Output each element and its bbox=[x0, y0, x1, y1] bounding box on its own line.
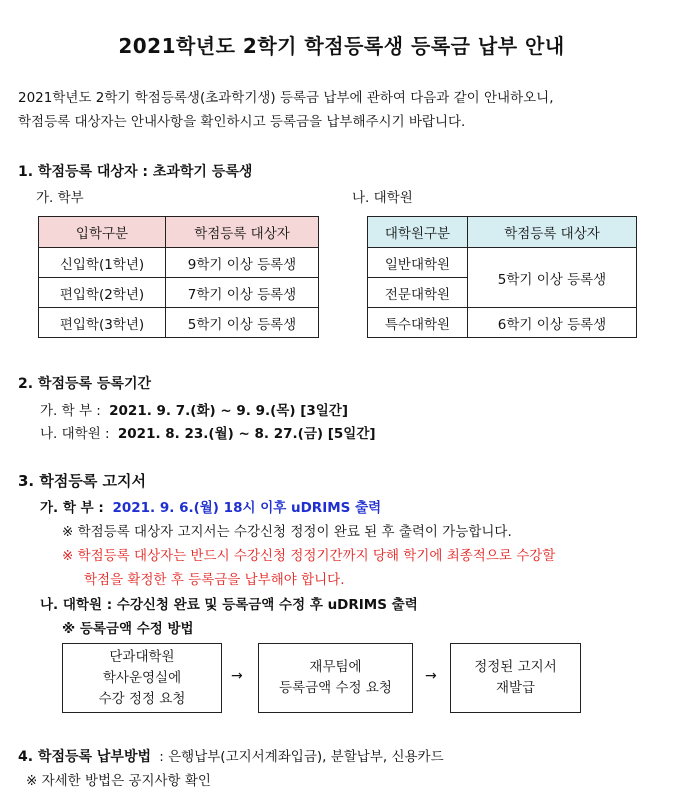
notice-note-2-line-2: 학점을 확정한 후 등록금을 납부해야 합니다. bbox=[84, 572, 345, 588]
intro-paragraph bbox=[18, 86, 668, 134]
grad-label: 나. 대학원 bbox=[352, 190, 413, 206]
flow-step-3-box bbox=[450, 643, 581, 713]
table-row bbox=[39, 308, 319, 338]
grad-target-table bbox=[367, 216, 637, 338]
cell-merged-target: 5학기 이상 등록생 bbox=[468, 248, 637, 308]
flow-step-2-line-1: 재무팀에 bbox=[309, 659, 362, 675]
cell-type: 전문대학원 bbox=[368, 278, 468, 308]
section1-heading: 1. 학점등록 대상자 : 초과학기 등록생 bbox=[18, 164, 253, 180]
cell-type: 편입학(2학년) bbox=[39, 278, 166, 308]
page-title: 2021학년도 2학기 학점등록생 등록금 납부 안내 bbox=[118, 34, 565, 58]
period-grad-row bbox=[40, 422, 376, 442]
notice-grad-line: 나. 대학원 : 수강신청 완료 및 등록금액 수정 후 uDRIMS 출력 bbox=[40, 597, 418, 613]
flow-step-1-line-1: 단과대학원 bbox=[109, 648, 175, 665]
period-grad-value: 2021. 8. 23.(월) ~ 8. 27.(금) [5일간] bbox=[117, 426, 376, 442]
header-admission-type: 입학구분 bbox=[39, 217, 166, 248]
flow-step-1-line-2: 학사운영실에 bbox=[102, 669, 182, 686]
flow-step-3-line-2: 재발급 bbox=[495, 680, 536, 696]
flow-step-3-line-1: 정정된 고지서 bbox=[474, 659, 557, 675]
period-grad-label: 나. 대학원 : bbox=[40, 426, 110, 442]
cell-target: 9학기 이상 등록생 bbox=[166, 248, 319, 278]
flow-arrow-2: → bbox=[425, 668, 437, 684]
amount-fix-method-heading: ※ 등록금액 수정 방법 bbox=[62, 621, 194, 637]
table-row bbox=[368, 248, 637, 278]
period-undergrad-row bbox=[40, 399, 348, 419]
cell-target: 7학기 이상 등록생 bbox=[166, 278, 319, 308]
intro-line-1: 2021학년도 2학기 학점등록생(초과학기생) 등록금 납부에 관하여 다음과 같이 안내하오니, bbox=[18, 90, 554, 106]
section3-heading: 3. 학점등록 고지서 bbox=[18, 472, 147, 490]
section4-note: ※ 자세한 방법은 공지사항 확인 bbox=[26, 773, 211, 789]
notice-undergrad-row bbox=[40, 496, 381, 516]
period-undergrad-value: 2021. 9. 7.(화) ~ 9. 9.(목) [3일간] bbox=[109, 403, 349, 419]
notice-note-1: ※ 학점등록 대상자 고지서는 수강신청 정정이 완료 된 후 출력이 가능합니다. bbox=[62, 524, 512, 540]
period-undergrad-label: 가. 학 부 : bbox=[40, 403, 101, 419]
flow-step-2-line-2: 등록금액 수정 요청 bbox=[279, 680, 392, 696]
section4-row bbox=[18, 745, 444, 766]
flow-step-1-line-3: 수강 정정 요청 bbox=[98, 690, 186, 707]
table-row bbox=[39, 248, 319, 278]
notice-undergrad-value: 2021. 9. 6.(월) 18시 이후 uDRIMS 출력 bbox=[112, 500, 382, 516]
cell-type: 편입학(3학년) bbox=[39, 308, 166, 338]
section4-value: : 은행납부(고지서계좌입금), 분할납부, 신용카드 bbox=[159, 749, 444, 765]
cell-target: 6학기 이상 등록생 bbox=[468, 308, 637, 338]
notice-undergrad-label: 가. 학 부 : bbox=[40, 500, 104, 516]
table-header-row bbox=[39, 217, 319, 248]
flow-step-1-box bbox=[62, 643, 222, 713]
undergrad-target-table bbox=[38, 216, 319, 338]
header-target: 학점등록 대상자 bbox=[166, 217, 319, 248]
section2-heading: 2. 학점등록 등록기간 bbox=[18, 376, 151, 392]
section4-heading: 4. 학점등록 납부방법 bbox=[18, 749, 151, 765]
cell-type: 일반대학원 bbox=[368, 248, 468, 278]
header-target: 학점등록 대상자 bbox=[468, 217, 637, 248]
intro-line-2: 학점등록 대상자는 안내사항을 확인하시고 등록금을 납부해주시기 바랍니다. bbox=[18, 114, 466, 130]
table-header-row bbox=[368, 217, 637, 248]
flow-step-2-box bbox=[258, 643, 413, 713]
table-row bbox=[368, 308, 637, 338]
header-grad-type: 대학원구분 bbox=[368, 217, 468, 248]
flow-arrow-1: → bbox=[231, 668, 243, 684]
table-row bbox=[39, 278, 319, 308]
undergrad-label: 가. 학부 bbox=[36, 190, 84, 206]
cell-type: 신입학(1학년) bbox=[39, 248, 166, 278]
cell-target: 5학기 이상 등록생 bbox=[166, 308, 319, 338]
cell-type: 특수대학원 bbox=[368, 308, 468, 338]
notice-note-2-line-1: ※ 학점등록 대상자는 반드시 수강신청 정정기간까지 당해 학기에 최종적으로 수강할 bbox=[62, 548, 556, 564]
